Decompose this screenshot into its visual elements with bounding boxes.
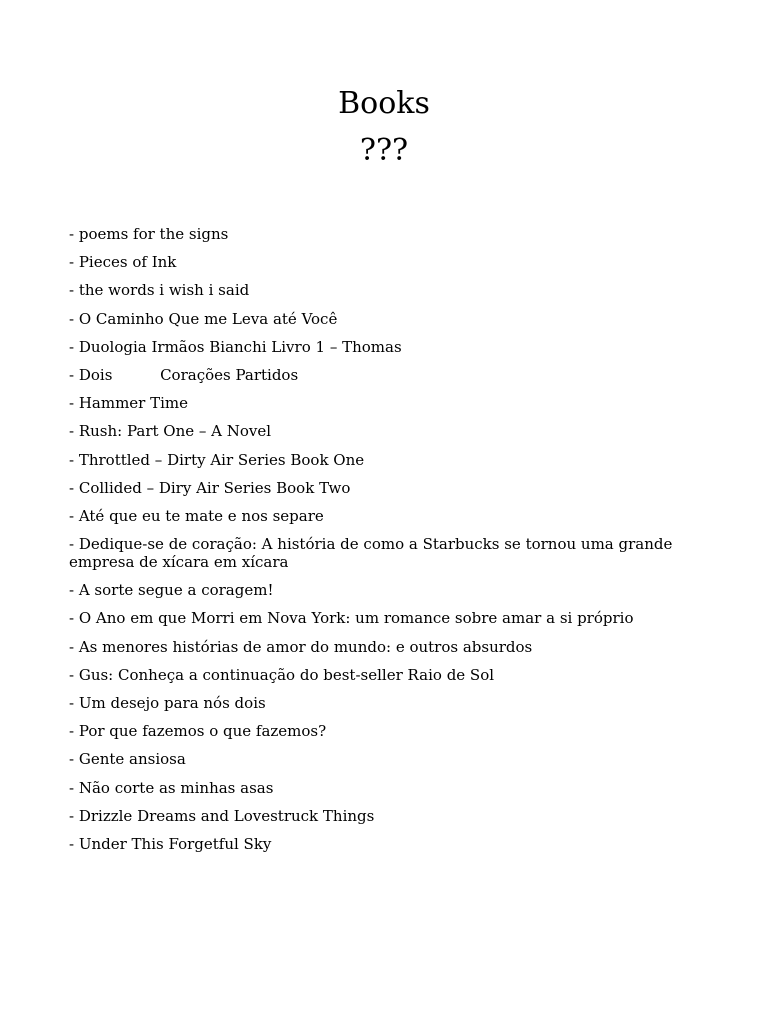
document-title: Books	[338, 86, 430, 121]
list-item: - Pieces of Ink	[69, 253, 177, 272]
list-item: - Um desejo para nós dois	[69, 694, 266, 712]
list-item: - A sorte segue a coragem!	[69, 581, 274, 600]
list-item: - Hammer Time	[69, 394, 189, 413]
list-item: - As menores histórias de amor do mundo: e outros absurdos	[69, 637, 533, 656]
list-item: - Por que fazemos o que fazemos?	[69, 722, 327, 741]
list-item: - Gus: Conheça a continuação do best-seller Raio de Sol	[69, 665, 495, 684]
list-item: - Under This Forgetful Sky	[69, 834, 272, 853]
list-item: - Throttled – Dirty Air Series Book One	[69, 450, 365, 469]
list-item: - Gente ansiosa	[69, 750, 186, 769]
list-item: - Rush: Part One – A Novel	[69, 422, 272, 441]
list-item: - Duologia Irmãos Bianchi Livro 1 – Thomas	[69, 337, 402, 356]
list-item: - Collided – Diry Air Series Book Two	[69, 478, 351, 497]
list-item: - O Ano em que Morri em Nova York: um romance sobre amar a si próprio	[69, 609, 634, 628]
book-list	[69, 225, 709, 863]
list-item: - Não corte as minhas asas	[69, 778, 274, 797]
list-item: - Até que eu te mate e nos separe	[69, 506, 324, 525]
list-item: - the words i wish i said	[69, 281, 250, 300]
document-subtitle: ???	[359, 133, 409, 168]
list-item: - O Caminho Que me Leva até Você	[69, 309, 338, 328]
list-item: - poems for the signs	[69, 225, 229, 243]
list-item: - Dedique-se de coração: A história de como a Starbucks se tornou uma grande empresa de xícara em xícara	[69, 535, 678, 572]
list-item: - Dois Corações Partidos	[69, 365, 299, 384]
list-item: - Drizzle Dreams and Lovestruck Things	[69, 806, 375, 825]
